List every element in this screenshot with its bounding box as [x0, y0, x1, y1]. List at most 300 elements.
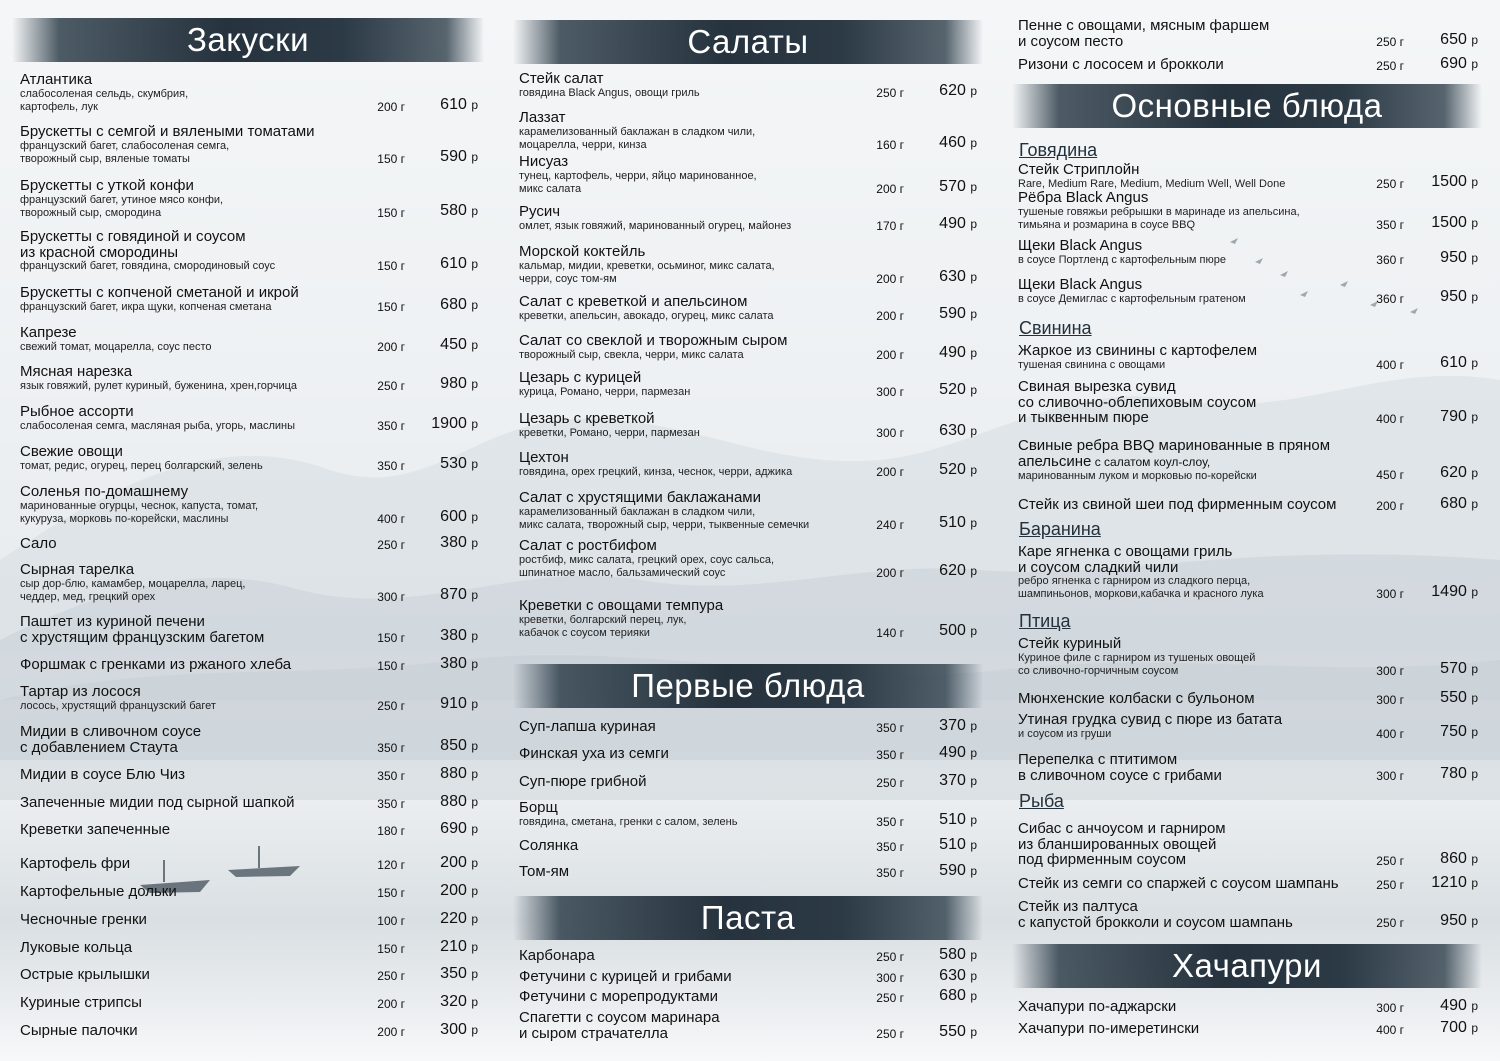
- item-name: Брускетты с семгой и вялеными томатами: [20, 123, 315, 140]
- item-name: Сало: [20, 535, 57, 552]
- item-weight: 250 г: [876, 1027, 904, 1041]
- item-price: 580 р: [939, 945, 977, 963]
- item-weight: 250 г: [377, 537, 405, 552]
- menu-item: [519, 450, 979, 479]
- item-name: Куриные стрипсы: [20, 994, 142, 1011]
- item-name: Хачапури по-аджарски: [1018, 998, 1177, 1015]
- item-name: Пенне с овощами, мясным фаршем и соусом песто: [1018, 17, 1270, 50]
- item-weight: 250 г: [1376, 916, 1404, 930]
- menu-item: [519, 490, 979, 532]
- section-header-salaty: Салаты: [513, 20, 983, 64]
- item-price: 460 р: [939, 133, 977, 151]
- item-name: Соленья по-домашнему: [20, 483, 189, 500]
- item-name: Том-ям: [519, 863, 570, 880]
- item-name: Рыбное ассорти: [20, 403, 134, 420]
- menu-item: [20, 325, 480, 354]
- item-description: тушеные говяжьи ребрышки в маринаде из апельсина, тимьяна и розмарина в соусе BBQ: [1018, 205, 1300, 231]
- item-price: 490 р: [939, 343, 977, 361]
- item-price: 590 р: [939, 861, 977, 879]
- item-description: в соусе Демиглас с картофельным гратеном: [1018, 292, 1246, 305]
- item-weight: 350 г: [876, 814, 904, 829]
- menu-item: [519, 154, 979, 196]
- item-name: Сырная тарелка: [20, 561, 135, 578]
- item-price: 1500 р: [1431, 213, 1478, 231]
- item-weight: 360 г: [1376, 291, 1404, 306]
- item-weight: 250 г: [876, 990, 904, 1005]
- item-description: ростбиф, микс салата, грецкий орех, соус сальса, шпинатное масло, бальзамический соус: [519, 553, 775, 579]
- item-name: Русич: [519, 203, 561, 220]
- item-price: 570 р: [1440, 659, 1478, 677]
- item-name: Салат с креветкой и апельсином: [519, 293, 748, 310]
- section-header-osnovnye: Основные блюда: [1012, 84, 1482, 128]
- item-price: 850 р: [440, 737, 478, 754]
- item-weight: 250 г: [876, 775, 904, 790]
- item-name: Цезарь с курицей: [519, 369, 642, 386]
- item-name: Цехтон: [519, 449, 569, 466]
- item-price: 590 р: [939, 304, 977, 322]
- menu-item: [519, 598, 979, 640]
- menu-item: [1018, 494, 1480, 513]
- menu-item: [20, 285, 480, 314]
- item-name: Свиные ребра BBQ маринованные в пряном апельсине с салатом коул-слоу,: [1018, 437, 1331, 470]
- menu-item: [1018, 1018, 1480, 1037]
- item-weight: 300 г: [1376, 692, 1404, 707]
- item-price: 950 р: [1440, 912, 1478, 929]
- item-weight: 200 г: [876, 271, 904, 286]
- item-price: 1900 р: [431, 414, 478, 432]
- menu-item: [519, 110, 979, 152]
- menu-item: [20, 1020, 480, 1039]
- item-price: 700 р: [1440, 1018, 1478, 1036]
- menu-item: [1018, 18, 1480, 49]
- item-weight: 250 г: [1376, 35, 1404, 49]
- item-weight: 350 г: [1376, 217, 1404, 232]
- menu-item: [519, 966, 979, 985]
- item-weight: 450 г: [1376, 468, 1404, 482]
- item-weight: 350 г: [876, 720, 904, 735]
- item-description: в соусе Портленд с картофельным пюре: [1018, 253, 1226, 266]
- item-weight: 350 г: [377, 458, 405, 473]
- item-weight: 160 г: [876, 137, 904, 152]
- item-description: французский багет, утиное мясо конфи, творожный сыр, смородина: [20, 193, 224, 219]
- item-name: Карбонара: [519, 947, 595, 964]
- item-weight: 350 г: [377, 741, 405, 755]
- section-header-pasta: Паста: [513, 896, 983, 940]
- item-price: 510 р: [939, 513, 977, 531]
- item-description: маринованные огурцы, чеснок, капуста, томат, кукуруза, морковь по-корейски, маслины: [20, 499, 259, 525]
- menu-item: [1018, 821, 1480, 868]
- item-weight: 180 г: [377, 823, 405, 838]
- item-price: 610 р: [1440, 353, 1478, 371]
- item-price: 300 р: [440, 1020, 478, 1038]
- item-price: 350 р: [440, 964, 478, 982]
- item-price: 320 р: [440, 992, 478, 1010]
- item-name: Суп-пюре грибной: [519, 773, 647, 790]
- item-name: Морской коктейль: [519, 243, 646, 260]
- item-price: 490 р: [939, 214, 977, 232]
- menu-item: [519, 294, 979, 323]
- menu-item: [20, 819, 480, 838]
- item-weight: 150 г: [377, 151, 405, 166]
- menu-item: [20, 124, 480, 166]
- subsection-govyadina: Говядина: [1019, 140, 1098, 160]
- menu-item: [20, 964, 480, 983]
- item-weight: 300 г: [876, 425, 904, 440]
- item-price: 520 р: [939, 460, 977, 478]
- item-description: Куриное филе с гарниром из тушеных овощей со сливочно-горчичным соусом: [1018, 651, 1256, 677]
- item-description: сыр дор-блю, камамбер, моцарелла, ларец, чеддер, мед, грецкий орех: [20, 577, 246, 603]
- menu-item: [519, 861, 979, 880]
- item-weight: 250 г: [876, 85, 904, 100]
- item-price: 610 р: [440, 255, 478, 272]
- item-name: Запеченные мидии под сырной шапкой: [20, 794, 295, 811]
- item-price: 570 р: [939, 177, 977, 195]
- item-description: лосось, хрустящий французский багет: [20, 699, 216, 712]
- item-price: 790 р: [1440, 407, 1478, 425]
- item-name: Свежие овощи: [20, 443, 123, 460]
- item-price: 380 р: [440, 654, 478, 672]
- item-weight: 200 г: [377, 996, 405, 1011]
- menu-item: [519, 370, 979, 399]
- item-weight: 350 г: [377, 768, 405, 783]
- item-description: ребро ягненка с гарниром из сладкого перца, шампиньонов, моркови,кабачка и красного лука: [1018, 575, 1264, 600]
- item-price: 500 р: [939, 621, 977, 639]
- item-name: Креветки с овощами темпура: [519, 597, 724, 614]
- menu-item: [20, 792, 480, 811]
- item-name: Чесночные гренки: [20, 911, 147, 928]
- menu-item: [519, 986, 979, 1005]
- menu-item: [519, 743, 979, 762]
- item-weight: 200 г: [876, 347, 904, 362]
- item-price: 870 р: [440, 585, 478, 603]
- item-price: 780 р: [1440, 765, 1478, 782]
- item-weight: 150 г: [377, 259, 405, 273]
- item-name: Брускетты с копченой сметаной и икрой: [20, 284, 299, 301]
- menu-item: [20, 684, 480, 713]
- item-description: тушеная свинина с овощами: [1018, 358, 1166, 371]
- item-weight: 250 г: [1376, 877, 1404, 892]
- item-price: 1490 р: [1431, 583, 1478, 600]
- item-name: Острые крылышки: [20, 966, 150, 983]
- item-description: Rare, Medium Rare, Medium, Medium Well, Well Done: [1018, 177, 1286, 190]
- item-name: Мидии в соусе Блю Чиз: [20, 766, 185, 783]
- item-name: Ризони с лососем и брокколи: [1018, 56, 1224, 73]
- item-weight: 350 г: [876, 747, 904, 762]
- item-price: 370 р: [939, 771, 977, 789]
- item-weight: 300 г: [1376, 663, 1404, 678]
- item-weight: 300 г: [1376, 1000, 1404, 1015]
- item-price: 210 р: [440, 937, 478, 955]
- item-weight: 300 г: [1376, 769, 1404, 783]
- menu-item: [20, 404, 480, 433]
- item-price: 220 р: [440, 909, 478, 927]
- item-weight: 250 г: [876, 949, 904, 964]
- item-description: креветки, Романо, черри, пармезан: [519, 426, 700, 439]
- section-header-zakuski: Закуски: [12, 18, 484, 62]
- item-name: Цезарь с креветкой: [519, 410, 655, 427]
- menu-item: [20, 484, 480, 526]
- item-name: Сибас с анчоусом и гарниром из бланшированных овощей под фирменным соусом: [1018, 820, 1226, 868]
- item-name: Стейк из свиной шеи под фирменным соусом: [1018, 496, 1337, 513]
- menu-item: [519, 835, 979, 854]
- item-price: 630 р: [939, 267, 977, 285]
- item-name: Салат с ростбифом: [519, 537, 657, 554]
- item-name: Фетучини с курицей и грибами: [519, 968, 732, 985]
- item-name: Паштет из куриной печени с хрустящим французским багетом: [20, 613, 265, 646]
- item-weight: 150 г: [377, 658, 405, 673]
- menu-item: [1018, 712, 1480, 741]
- item-name: Каре ягненка с овощами гриль и соусом сладкий чили: [1018, 543, 1233, 576]
- menu-item: [1018, 688, 1480, 707]
- menu-item: [519, 716, 979, 735]
- menu-item: [519, 204, 979, 233]
- item-name: Мясная нарезка: [20, 363, 133, 380]
- menu-item: [1018, 636, 1480, 678]
- item-name: Стейк Стриплойн: [1018, 161, 1140, 178]
- item-price: 980 р: [440, 374, 478, 392]
- item-description: креветки, апельсин, авокадо, огурец, микс салата: [519, 309, 774, 322]
- item-weight: 360 г: [1376, 252, 1404, 267]
- item-weight: 150 г: [377, 631, 405, 645]
- menu-item: [20, 881, 480, 900]
- menu-item: [1018, 238, 1480, 267]
- menu-item: [20, 562, 480, 604]
- item-name: Перепелка с птитимом в сливочном соусе с грибами: [1018, 751, 1222, 784]
- item-name: Мидии в сливочном соусе с добавлением Стаута: [20, 723, 202, 756]
- item-price: 550 р: [1440, 688, 1478, 706]
- menu-item: [519, 945, 979, 964]
- item-weight: 170 г: [876, 218, 904, 233]
- menu-item: [20, 764, 480, 783]
- menu-item: [1018, 162, 1480, 191]
- item-price: 200 р: [440, 881, 478, 899]
- item-price: 860 р: [1440, 849, 1478, 867]
- item-weight: 100 г: [377, 913, 405, 928]
- item-name: Суп-лапша куриная: [519, 718, 656, 735]
- item-name: Нисуаз: [519, 153, 569, 170]
- item-name: Солянка: [519, 837, 579, 854]
- item-weight: 400 г: [377, 511, 405, 526]
- item-weight: 200 г: [876, 308, 904, 323]
- menu-item: [519, 771, 979, 790]
- item-price: 610 р: [440, 95, 478, 113]
- menu-item: [20, 364, 480, 393]
- item-price: 950 р: [1440, 287, 1478, 305]
- item-weight: 250 г: [377, 698, 405, 713]
- menu-item: [1018, 996, 1480, 1015]
- item-name: Финская уха из семги: [519, 745, 669, 762]
- item-price: 680 р: [939, 986, 977, 1004]
- item-description: кальмар, мидии, креветки, осьминог, микс салата, черри, соус том-ям: [519, 259, 775, 285]
- item-description: тунец, картофель, черри, яйцо маринованное, микс салата: [519, 169, 757, 195]
- item-description: омлет, язык говяжий, маринованный огурец, майонез: [519, 219, 792, 232]
- item-price: 380 р: [440, 533, 478, 551]
- item-description: карамелизованный баклажан в сладком чили, моцарелла, черри, кинза: [519, 125, 756, 151]
- item-price: 530 р: [440, 454, 478, 472]
- item-price: 620 р: [1440, 464, 1478, 481]
- menu-item: [1018, 379, 1480, 426]
- menu-item: [519, 1010, 979, 1041]
- item-name: Брускетты с говядиной и соусом из красной смородины: [20, 228, 246, 261]
- item-description: творожный сыр, свекла, черри, микс салата: [519, 348, 744, 361]
- menu-item: [20, 724, 480, 755]
- item-name: Салат со свеклой и творожным сыром: [519, 332, 788, 349]
- menu-item: [1018, 438, 1480, 483]
- item-weight: 200 г: [876, 565, 904, 580]
- item-name: Сырные палочки: [20, 1022, 138, 1039]
- subsection-ptica: Птица: [1019, 611, 1071, 631]
- menu-item: [1018, 343, 1480, 372]
- menu-item: [519, 800, 979, 829]
- item-price: 490 р: [1440, 996, 1478, 1014]
- menu-item: [20, 444, 480, 473]
- item-name: Брускетты с уткой конфи: [20, 177, 194, 194]
- menu-item: [1018, 190, 1480, 232]
- item-description: французский багет, слабосоленая семга, творожный сыр, вяленые томаты: [20, 139, 230, 165]
- item-weight: 200 г: [377, 339, 405, 354]
- item-name: Стейк куриный: [1018, 635, 1122, 652]
- item-price: 380 р: [440, 627, 478, 644]
- item-name: Фетучини с морепродуктами: [519, 988, 719, 1005]
- item-price: 690 р: [440, 819, 478, 837]
- item-name: Спагетти с соусом маринара и сыром страчателла: [519, 1009, 720, 1042]
- menu-item: [1018, 54, 1480, 73]
- item-description: французский багет, говядина, смородиновый соус: [20, 260, 276, 272]
- item-description: карамелизованный баклажан в сладком чили, микс салата, творожный сыр, черри, тыквенные семечки: [519, 505, 810, 531]
- item-name: Атлантика: [20, 71, 93, 88]
- subsection-baranina: Баранина: [1019, 519, 1101, 539]
- item-weight: 200 г: [876, 464, 904, 479]
- menu-item: [20, 178, 480, 220]
- menu-item: [1018, 544, 1480, 601]
- item-name: Жаркое из свинины с картофелем: [1018, 342, 1258, 359]
- item-name-tail: с салатом коул-слоу,: [1091, 454, 1211, 469]
- item-name: Салат с хрустящими баклажанами: [519, 489, 761, 506]
- item-price: 1500 р: [1431, 172, 1478, 190]
- item-weight: 200 г: [377, 1024, 405, 1039]
- item-weight: 250 г: [377, 968, 405, 983]
- item-name: Щеки Black Angus: [1018, 237, 1143, 254]
- item-price: 910 р: [440, 694, 478, 712]
- menu-item: [519, 411, 979, 440]
- subsection-svinina: Свинина: [1019, 318, 1092, 338]
- item-price: 750 р: [1440, 722, 1478, 740]
- item-name: Лаззат: [519, 109, 566, 126]
- item-weight: 300 г: [876, 970, 904, 985]
- item-description: говядина Black Angus, овощи гриль: [519, 86, 700, 99]
- item-name: Картофель фри: [20, 855, 131, 872]
- item-weight: 250 г: [1376, 58, 1404, 73]
- item-weight: 350 г: [377, 418, 405, 433]
- menu-item: [519, 244, 979, 286]
- item-weight: 350 г: [876, 865, 904, 880]
- item-description: томат, редис, огурец, перец болгарский, зелень: [20, 459, 263, 472]
- item-weight: 300 г: [1376, 587, 1404, 601]
- item-weight: 120 г: [377, 857, 405, 872]
- item-price: 580 р: [440, 201, 478, 219]
- item-weight: 350 г: [876, 839, 904, 854]
- item-description: говядина, орех грецкий, кинза, чеснок, черри, аджика: [519, 465, 793, 478]
- item-weight: 240 г: [876, 517, 904, 532]
- item-weight: 150 г: [377, 299, 405, 314]
- item-weight: 400 г: [1376, 726, 1404, 741]
- item-description: язык говяжий, рулет куриный, буженина, хрен,горчица: [20, 379, 298, 392]
- item-price: 510 р: [939, 810, 977, 828]
- item-price: 630 р: [939, 966, 977, 984]
- item-description: маринованным луком и морковью по-корейски: [1018, 470, 1257, 482]
- item-weight: 250 г: [1376, 853, 1404, 868]
- item-description: французский багет, икра щуки, копченая сметана: [20, 300, 272, 313]
- menu-item: [1018, 899, 1480, 930]
- subsection-ryba: Рыба: [1019, 791, 1064, 811]
- item-price: 650 р: [1440, 31, 1478, 48]
- item-price: 630 р: [939, 421, 977, 439]
- item-name: Стейк из палтуса с капустой брокколи и соусом шампань: [1018, 898, 1293, 931]
- menu-item: [20, 853, 480, 872]
- section-header-pervye: Первые блюда: [513, 664, 983, 708]
- item-price: 880 р: [440, 792, 478, 810]
- item-price: 880 р: [440, 764, 478, 782]
- item-price: 450 р: [440, 335, 478, 353]
- item-price: 620 р: [939, 561, 977, 579]
- item-price: 490 р: [939, 743, 977, 761]
- item-name: Свиная вырезка сувид со сливочно-облепиховым соусом и тыквенным пюре: [1018, 378, 1257, 426]
- item-name: Тартар из лосося: [20, 683, 141, 700]
- item-weight: 250 г: [1376, 176, 1404, 191]
- item-description: слабосоленая семга, масляная рыба, угорь, маслины: [20, 419, 296, 432]
- item-name: Щеки Black Angus: [1018, 276, 1143, 293]
- item-weight: 350 г: [377, 796, 405, 811]
- menu-item: [20, 654, 480, 673]
- item-name: Луковые кольца: [20, 939, 133, 956]
- item-price: 200 р: [440, 853, 478, 871]
- menu-item: [20, 72, 480, 114]
- item-weight: 300 г: [876, 384, 904, 399]
- item-weight: 150 г: [377, 885, 405, 900]
- menu-item: [20, 992, 480, 1011]
- item-weight: 200 г: [876, 181, 904, 196]
- item-price: 620 р: [939, 81, 977, 99]
- item-name: Мюнхенские колбаски с бульоном: [1018, 690, 1255, 707]
- menu-item: [519, 538, 979, 580]
- item-weight: 150 г: [377, 941, 405, 956]
- item-name: Рёбра Black Angus: [1018, 189, 1149, 206]
- menu-item: [20, 229, 480, 273]
- item-name: Форшмак с гренками из ржаного хлеба: [20, 656, 292, 673]
- item-description: говядина, сметана, гренки с салом, зелень: [519, 815, 738, 828]
- item-price: 690 р: [1440, 54, 1478, 72]
- item-price: 550 р: [939, 1023, 977, 1040]
- item-name: Стейк из семги со спаржей с соусом шампань: [1018, 875, 1339, 892]
- item-name: Капрезе: [20, 324, 77, 341]
- item-name: Стейк салат: [519, 70, 604, 87]
- item-description: креветки, болгарский перец, лук, кабачок с соусом терияки: [519, 613, 687, 639]
- item-weight: 150 г: [377, 205, 405, 220]
- menu-item: [519, 333, 979, 362]
- item-weight: 400 г: [1376, 357, 1404, 372]
- section-header-khachapuri: Хачапури: [1012, 944, 1482, 988]
- item-weight: 200 г: [377, 99, 405, 114]
- item-price: 590 р: [440, 147, 478, 165]
- menu-item: [519, 71, 979, 100]
- item-weight: 250 г: [377, 378, 405, 393]
- item-name: Креветки запеченные: [20, 821, 171, 838]
- item-name: Утиная грудка сувид с пюре из батата: [1018, 711, 1283, 728]
- item-weight: 140 г: [876, 625, 904, 640]
- menu-item: [20, 533, 480, 552]
- item-price: 950 р: [1440, 248, 1478, 266]
- item-price: 370 р: [939, 716, 977, 734]
